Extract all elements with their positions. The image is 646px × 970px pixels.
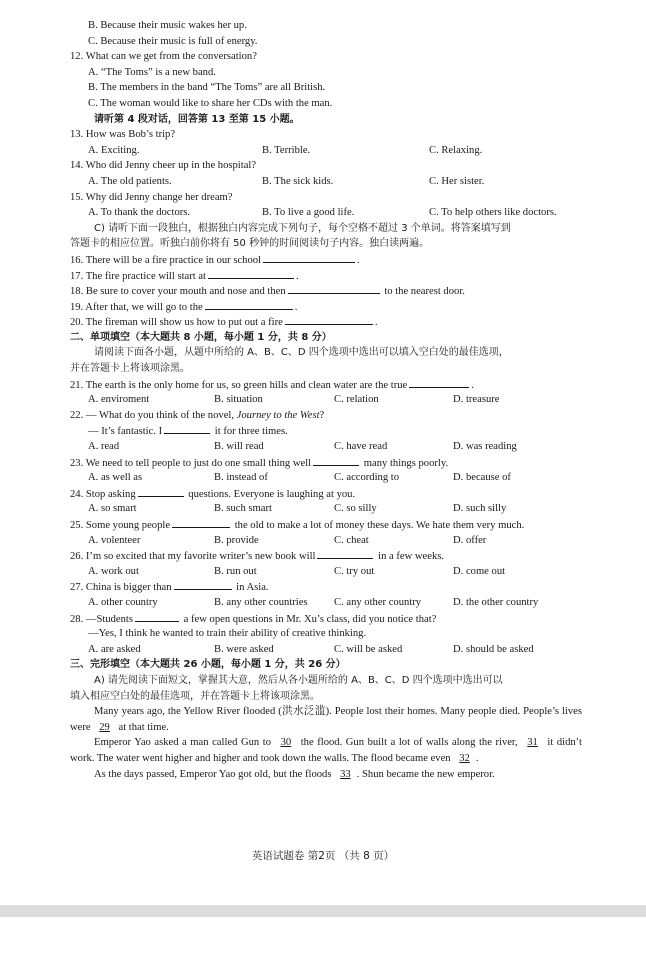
q27-text-a: 27. China is bigger than	[70, 582, 172, 594]
q25-text-b: the old to make a lot of money these days. We hate them very much.	[234, 520, 525, 531]
cloze-blank-31[interactable]: 31	[527, 737, 538, 749]
q25-stem	[70, 517, 582, 533]
q19-line: 19. After that, we will go to the .	[70, 299, 582, 315]
q18-blank[interactable]	[288, 283, 380, 294]
q24-option-d: D. such silly	[453, 503, 507, 515]
q28-stem	[70, 611, 582, 627]
q26-text-a: 26. I’m so excited that my favorite writer’s new book will	[70, 551, 316, 563]
q26-option-a: A. work out	[88, 565, 139, 577]
q27-option-c: C. any other country	[334, 596, 422, 608]
q20-text: 20. The fireman will show us how to put out a fire	[70, 317, 283, 329]
q22-option-d: D. was reading	[453, 441, 517, 453]
q13-option-a: A. Exciting.	[88, 144, 140, 156]
q28-reply: —Yes, I think he wanted to train their ability of creative thinking.	[88, 628, 367, 640]
q12-stem: 12. What can we get from the conversation?	[70, 51, 257, 63]
q23-option-b: B. instead of	[214, 472, 268, 484]
q22-reply-a: — It’s fantastic. I	[88, 426, 163, 438]
cloze-blank-29[interactable]: 29	[99, 721, 110, 733]
q23-options	[70, 470, 582, 486]
q26-text-b: in a few weeks.	[378, 551, 445, 563]
q21-stem: 21. The earth is the only home for us, so green hills and clean water are the true .	[70, 377, 582, 393]
q13-stem: 13. How was Bob’s trip?	[70, 129, 176, 141]
q21-option-b: B. situation	[214, 394, 263, 406]
q23-text-a: 23. We need to tell people to just do one small thing well	[70, 457, 312, 469]
q22-options	[70, 439, 582, 455]
q20-blank[interactable]	[285, 314, 373, 325]
q25-option-d: D. offer	[453, 534, 487, 546]
q23-option-c: C. according to	[334, 472, 400, 484]
q13-option-b: B. Terrible.	[262, 144, 311, 156]
q15-stem: 15. Why did Jenny change her dream?	[70, 191, 233, 203]
q21-blank[interactable]	[409, 377, 469, 388]
q26-option-c: C. try out	[334, 565, 375, 577]
cloze-p3-text-a: As the days passed, Emperor Yao got old, but the floods	[94, 768, 332, 780]
q14-option-a: A. The old patients.	[88, 175, 172, 187]
q22-stem: 22. — What do you think of the novel, Journey to the West?	[70, 409, 325, 421]
q22-text: 22. — What do you think of the novel,	[70, 409, 234, 421]
part-c-instruction-1: C) 请听下面一段独白，根据独白内容完成下列句子，每个空格不超过 3 个单词。将答案填写到	[94, 222, 511, 234]
q19-text: 19. After that, we will go to the	[70, 301, 203, 313]
section-3-instruction-2: 填入相应空白处的最佳选项，并在答题卡上将该项涂黑。	[70, 690, 320, 702]
q25-option-c: C. cheat	[334, 534, 369, 546]
q21-option-c: C. relation	[334, 394, 379, 406]
q27-option-d: D. the other country	[453, 596, 539, 608]
q15-options	[70, 205, 582, 221]
q23-option-a: A. as well as	[88, 472, 143, 484]
q21-text: 21. The earth is the only home for us, so green hills and clean water are the true	[70, 379, 408, 391]
section-4-instruction: 请听第 4 段对话，回答第 13 至第 15 小题。	[94, 113, 300, 125]
q18-text-b: to the nearest door.	[384, 286, 465, 298]
q28-text-a: 28. —Students	[70, 613, 133, 625]
q22-novel-title: Journey to the West	[236, 409, 320, 421]
q24-text-b: questions. Everyone is laughing at you.	[188, 488, 356, 500]
q16-line: 16. There will be a fire practice in our school .	[70, 252, 582, 268]
q26-options	[70, 564, 582, 580]
q26-option-d: D. come out	[453, 565, 506, 577]
q25-option-b: B. provide	[214, 534, 259, 546]
q23-stem	[70, 455, 582, 471]
q15-option-c: C. To help others like doctors.	[429, 207, 557, 219]
q25-options	[70, 533, 582, 549]
section-3-title: 三、完形填空（本大题共 26 小题，每小题 1 分，共 26 分）	[70, 659, 346, 671]
q25-option-a: A. volenteer	[88, 534, 141, 546]
cloze-p1-text-a: Many years ago, the Yellow River flooded (洪水泛滥). People lost their homes. Many people died.	[94, 706, 521, 718]
q28-blank[interactable]	[135, 611, 179, 622]
q12-option-c: C. The woman would like to share her CDs with the man.	[88, 97, 333, 109]
q24-options	[70, 501, 582, 517]
cloze-p2-text-d: .	[475, 752, 479, 764]
q24-option-b: B. such smart	[214, 503, 272, 515]
q28-option-c: C. will be asked	[334, 643, 403, 655]
q17-line: 17. The fire practice will start at .	[70, 268, 582, 284]
q11-option-b: B. Because their music wakes her up.	[88, 20, 247, 31]
cloze-blank-33[interactable]: 33	[340, 768, 351, 780]
section-2-instruction-1: 请阅读下面各小题，从题中所给的 A、B、C、D 四个选项中选出可以填入空白处的最佳选项，	[94, 347, 509, 359]
q22-reply-b: it for three times.	[214, 426, 288, 438]
q15-option-b: B. To live a good life.	[262, 207, 355, 219]
page-footer: 英语试题卷 第2页 （共 8 页）	[251, 850, 395, 862]
q14-stem: 14. Who did Jenny cheer up in the hospital?	[70, 160, 257, 172]
q25-text-a: 25. Some young people	[70, 520, 171, 531]
q27-option-b: B. any other countries	[214, 596, 308, 608]
cloze-paragraph-3	[70, 767, 582, 783]
q27-stem	[70, 579, 582, 595]
q27-option-a: A. other country	[88, 596, 158, 608]
q28-option-d: D. should be asked	[453, 643, 534, 655]
section-3-instruction-1: A) 请先阅读下面短文，掌握其大意，然后从各小题所给的 A、B、C、D 四个选项中选出可以	[94, 674, 503, 686]
q21-option-d: D. treasure	[453, 394, 500, 406]
q14-option-b: B. The sick kids.	[262, 175, 334, 187]
q22-option-a: A. read	[88, 441, 120, 453]
cloze-p2-text-b: the flood. Gun built a lot of walls along the river,	[300, 737, 518, 749]
q24-option-a: A. so smart	[88, 503, 137, 515]
cloze-paragraph-1	[70, 704, 582, 735]
q14-option-c: C. Her sister.	[429, 175, 485, 187]
q21-options	[70, 392, 582, 408]
q20-line: 20. The fireman will show us how to put out a fire .	[70, 314, 582, 330]
q18-text-a: 18. Be sure to cover your mouth and nose and then	[70, 286, 286, 298]
cloze-blank-30[interactable]: 30	[280, 737, 292, 749]
q17-text: 17. The fire practice will start at	[70, 270, 206, 282]
q24-stem	[70, 486, 582, 502]
q28-text-b: a few open questions in Mr. Xu’s class, did you notice that?	[183, 613, 437, 625]
q28-option-a: A. are asked	[88, 643, 141, 655]
q22-option-c: C. have read	[334, 441, 388, 453]
cloze-p1-text-b: People’s lives were	[70, 706, 582, 733]
section-2-instruction-2: 并在答题卡上将该项涂黑。	[70, 363, 190, 375]
q24-option-c: C. so silly	[334, 503, 377, 515]
q13-options	[70, 143, 582, 159]
q22-option-b: B. will read	[214, 441, 264, 453]
q17-blank[interactable]	[208, 268, 294, 279]
q26-option-b: B. run out	[214, 565, 257, 577]
page-separator-bar	[0, 905, 646, 917]
q27-options	[70, 595, 582, 611]
q23-text-b: many things poorly.	[363, 457, 449, 469]
q28-options	[70, 642, 582, 658]
cloze-p1-text-c: at that time.	[118, 721, 169, 733]
q21-option-a: A. enviroment	[88, 394, 150, 406]
q19-blank[interactable]	[205, 299, 293, 310]
q15-option-a: A. To thank the doctors.	[88, 207, 191, 219]
q24-blank[interactable]	[138, 486, 184, 497]
q23-option-d: D. because of	[453, 472, 511, 484]
page-content	[70, 18, 582, 782]
cloze-p3-text-b: . Shun became the new emperor.	[356, 768, 495, 780]
q22-reply	[70, 423, 582, 439]
q16-text: 16. There will be a fire practice in our school	[70, 254, 262, 266]
q14-options	[70, 174, 582, 190]
q24-text-a: 24. Stop asking	[70, 488, 136, 500]
cloze-p2-text-a: Emperor Yao asked a man called Gun to	[94, 737, 271, 749]
cloze-p2-text-c: it didn’t work. The water went higher and higher and took down the walls. The flood became even	[70, 737, 582, 764]
q12-option-b: B. The members in the band “The Toms” are all British.	[88, 82, 326, 94]
cloze-blank-32[interactable]: 32	[459, 752, 470, 764]
q26-stem	[70, 548, 582, 564]
q16-blank[interactable]	[263, 252, 355, 263]
section-2-title: 二、单项填空（本大题共 8 小题，每小题 1 分，共 8 分）	[70, 331, 332, 343]
q22-blank[interactable]	[164, 423, 210, 434]
cloze-paragraph-2	[70, 735, 582, 766]
q13-option-c: C. Relaxing.	[429, 144, 483, 156]
viewer-background	[0, 917, 646, 970]
q28-option-b: B. were asked	[214, 643, 274, 655]
q11-option-c: C. Because their music is full of energy.	[88, 35, 258, 47]
q23-blank[interactable]	[313, 455, 359, 466]
q27-text-b: in Asia.	[236, 582, 269, 594]
q12-option-a: A. “The Toms” is a new band.	[88, 66, 216, 78]
q27-blank[interactable]	[174, 579, 232, 590]
q25-blank[interactable]	[172, 517, 230, 528]
part-c-instruction-2: 答题卡的相应位置。听独白前你将有 50 秒钟的时间阅读句子内容。独白读两遍。	[70, 238, 430, 250]
q18-line	[70, 283, 582, 299]
q26-blank[interactable]	[317, 548, 373, 559]
